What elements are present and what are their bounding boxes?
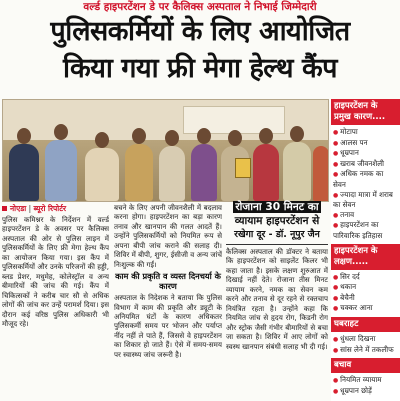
causes-list xyxy=(331,127,400,241)
dateline-city: नोएडा xyxy=(10,204,27,213)
pull-quote xyxy=(226,200,328,245)
anxiety-heading: घबराहट xyxy=(331,317,400,332)
photo-person xyxy=(283,142,311,201)
list-item: ● धूम्रपान xyxy=(333,148,398,159)
article-body-2a: बचने के लिए अपनी जीवनशैली में बदलाव करना होगा। हाइपरटेंशन का बड़ा कारण तनाव और खानपान की गलत आदतें हैं। उन्होंने पुलिसकर्मियों को नियमित रूप से अपना बीपी जांच कराने की सलाह दी। शिविर में बीपी, शुगर, ईसीजी व अन्य जांचें निःशुल्क की गईं। xyxy=(114,203,222,269)
headline-line-1: पुलिसकर्मियों के लिए आयोजित xyxy=(50,16,350,47)
dateline-separator: | xyxy=(26,204,34,213)
photo-person xyxy=(85,148,119,201)
photo-person-head xyxy=(165,130,179,146)
causes-heading: हाइपरटेंशन के प्रमुख कारण.... xyxy=(331,99,400,125)
pull-quote-line-3: रखेगा दूर - डॉ. नूपुर जैन xyxy=(234,229,320,240)
dateline-marker xyxy=(2,206,7,211)
photo-person-head xyxy=(132,128,146,144)
dateline-byline: ब्यूरो रिपोर्टर xyxy=(33,204,67,213)
photo-person-head xyxy=(197,128,211,144)
photo-person-head xyxy=(290,126,304,142)
photo-person xyxy=(125,144,153,201)
article-body-3: कैलिक्स अस्पताल की डॉक्टर ने बताया कि हाइपरटेंशन को साइलेंट किलर भी कहा जाता है। इसके लक्षण शुरुआत में दिखाई नहीं देते। रोजाना तीस मिनट व्यायाम करने, नमक का सेवन कम करने और तनाव से दूर रहने से रक्तचाप नियंत्रित रहता है। उन्होंने कहा कि नियमित जांच से हृदय रोग, किडनी रोग और स्ट्रोक जैसी गंभीर बीमारियों से बचा जा सकता है। शिविर में आए लोगों को स्वस्थ खानपान संबंधी सलाह भी दी गई। xyxy=(226,247,328,351)
list-item: ● थकान xyxy=(333,282,398,293)
photo-person-head xyxy=(95,132,109,148)
article-body-2b: अस्पताल के निदेशक ने बताया कि पुलिस विभाग में काम की प्रकृति और ड्यूटी के अनियमित घंटों के कारण अधिकतर पुलिसकर्मी समय पर भोजन और पर्याप्त नींद नहीं ले पाते हैं, जिससे वे हाइपरटेंशन का शिकार हो जाते हैं। ऐसे में समय-समय पर स्वास्थ्य जांच जरूरी है। xyxy=(114,293,222,359)
list-item: ● हाइपरटेंशन का पारिवारिक इतिहास xyxy=(333,220,398,240)
list-item: ● आलस पन xyxy=(333,138,398,149)
pull-quote-line-2: व्यायाम हाइपरटेंशन से xyxy=(234,215,320,227)
list-item: ● सिर दर्द xyxy=(333,272,398,283)
news-photo xyxy=(2,99,329,202)
list-item: ● सांस लेने में तकलीफ xyxy=(333,345,398,356)
symptoms-heading: हाइपरटेंशन के लक्षण..... xyxy=(331,244,400,270)
photo-person xyxy=(313,146,329,201)
list-item: ● बेचैनी xyxy=(333,293,398,304)
prevention-heading: बचाव xyxy=(331,358,400,373)
photo-person-head xyxy=(17,128,31,144)
dateline xyxy=(2,204,106,214)
list-item: ● तनाव xyxy=(333,210,398,221)
article-column-2 xyxy=(114,203,222,401)
hypertension-sidebar xyxy=(331,99,400,401)
pull-quote-line-1: रोजाना 30 मिनट का xyxy=(235,201,319,213)
photo-person xyxy=(45,140,77,201)
symptoms-list xyxy=(331,272,400,314)
list-item: ● नियमित व्यायाम xyxy=(333,375,398,386)
list-item: ● धुंधला दिखना xyxy=(333,334,398,345)
article-column-1 xyxy=(2,215,109,401)
photo-person-head xyxy=(259,128,273,144)
photo-memento xyxy=(235,158,251,178)
list-item: ● मोटापा xyxy=(333,127,398,138)
article-column-3 xyxy=(226,247,328,401)
list-item: ● ज्यादा मात्रा में शराब का सेवन xyxy=(333,190,398,210)
headline xyxy=(0,13,400,87)
list-item: ● चक्कर आना xyxy=(333,303,398,314)
anxiety-list xyxy=(331,334,400,355)
photo-person xyxy=(159,146,185,201)
list-item: ● खराब जीवनशैली xyxy=(333,159,398,170)
article-body-1: पुलिस कमिश्नर के निर्देशन में वर्ल्ड हाइपरटेंशन डे के अवसर पर कैलिक्स अस्पताल की ओर से पुलिस लाइन में पुलिसकर्मियों के लिए फ्री मेगा हेल्थ कैंप का आयोजन किया गया। इस कैंप में पुलिसकर्मियों और उनके परिजनों की हड्डी, ब्लड प्रेशर, मधुमेह, कोलेस्ट्रॉल व अन्य बीमारियों की जांच की गई। कैंप में चिकित्सकों ने करीब चार सौ से अधिक लोगों की जांच कर उन्हें परामर्श दिया। इस दौरान कई वरिष्ठ पुलिस अधिकारी भी मौजूद रहे। xyxy=(2,215,109,328)
kicker-line: वर्ल्ड हाइपरटेंशन डे पर कैलिक्स अस्पताल ने निभाई जिम्मेदारी xyxy=(83,1,317,13)
photo-person xyxy=(191,144,217,201)
list-item: ● अधिक नमक का सेवन xyxy=(333,169,398,189)
headline-line-2: किया गया फ्री मेगा हेल्थ कैंप xyxy=(62,53,338,84)
photo-person-head xyxy=(54,124,68,140)
photo-person xyxy=(253,144,279,201)
photo-person-head xyxy=(228,130,242,146)
prevention-list xyxy=(331,375,400,396)
article-subhead: काम की प्रकृति व व्यस्त दिनचर्या के कारण xyxy=(115,271,221,291)
photo-person xyxy=(9,144,39,201)
list-item: ● धूम्रपान छोड़ें xyxy=(333,386,398,397)
